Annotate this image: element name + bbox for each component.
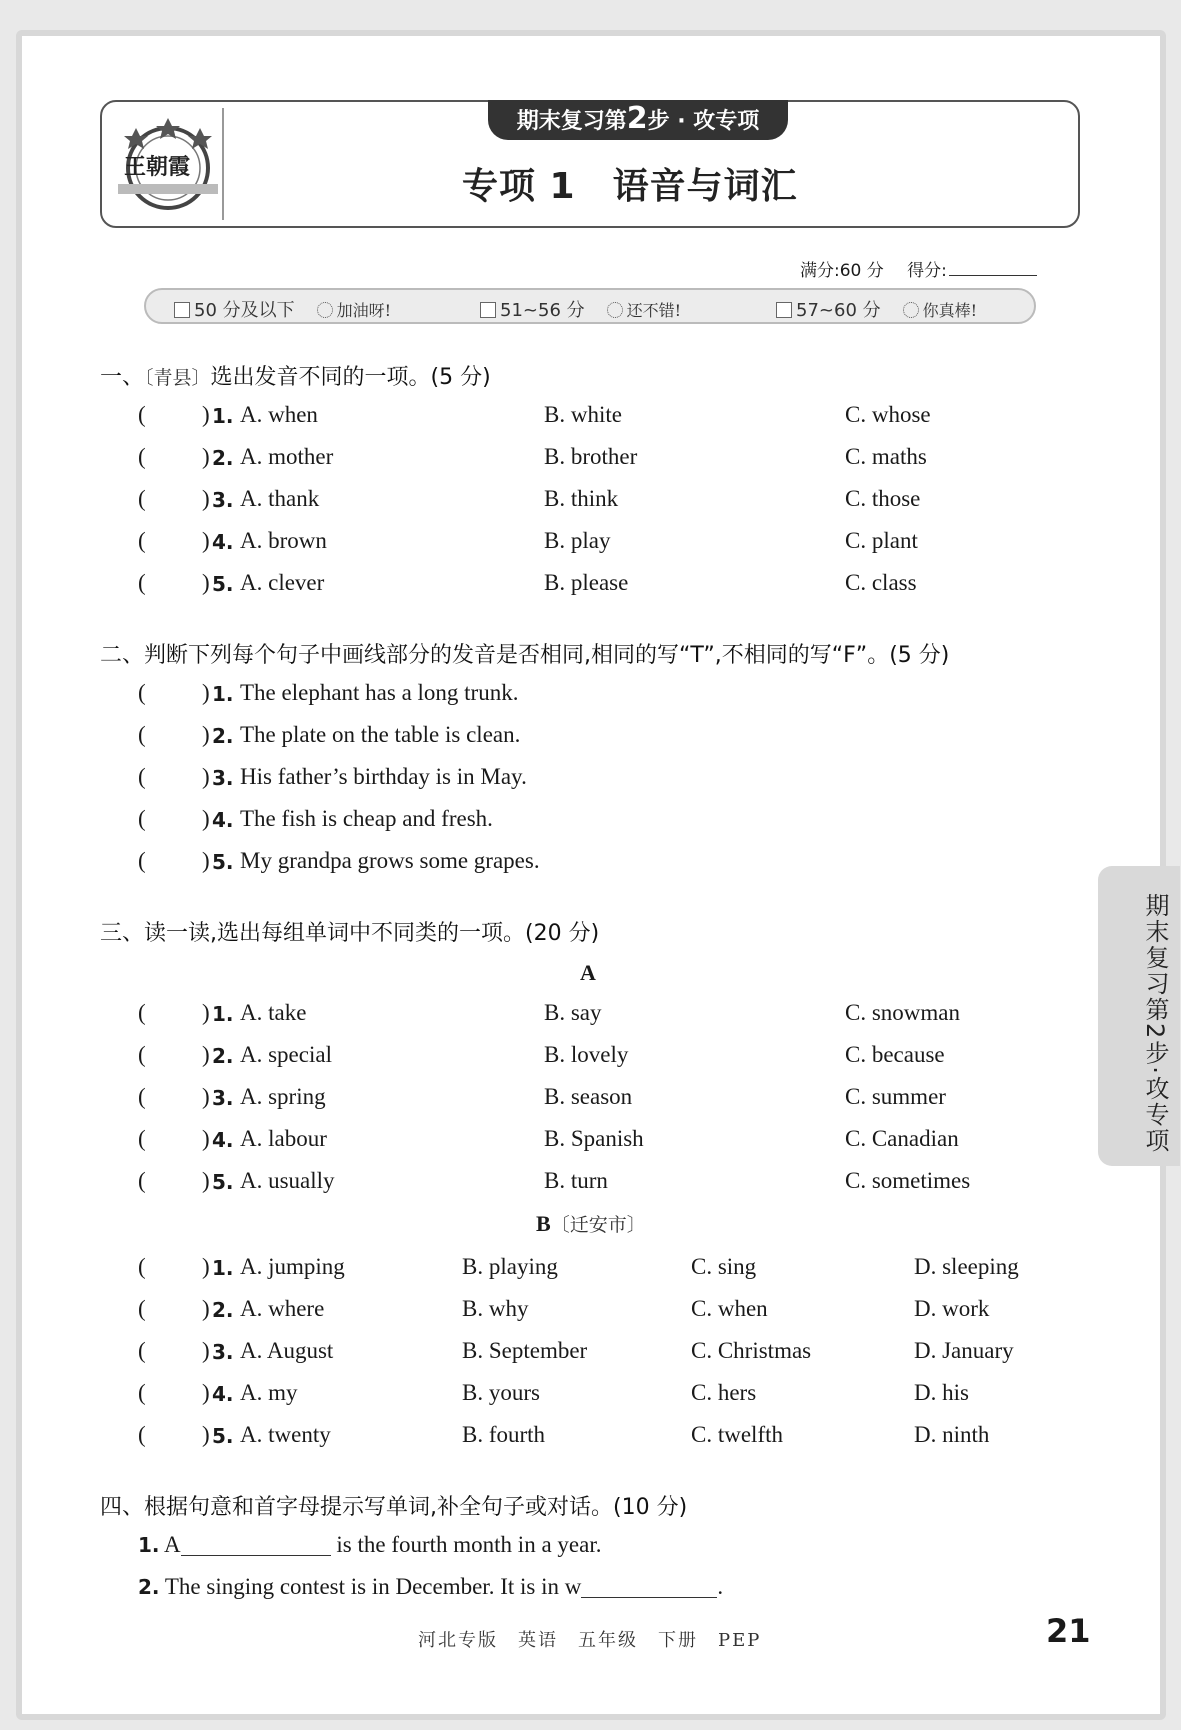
question-number: 2. bbox=[138, 1575, 160, 1599]
grade-checkbox-low[interactable] bbox=[174, 302, 190, 318]
option-a[interactable]: A. mother bbox=[240, 444, 334, 469]
score-got-label: 得分: bbox=[907, 261, 947, 281]
s3a-question-2: ( ) 2. A. special B. lovely C. because bbox=[138, 1042, 945, 1068]
question-text-after: . bbox=[717, 1574, 724, 1599]
footer-info: 河北专版 英语 五年级 下册 PEP bbox=[418, 1630, 762, 1651]
option-c[interactable]: C. sing bbox=[691, 1254, 757, 1279]
option-c[interactable]: C. hers bbox=[691, 1380, 757, 1405]
option-d[interactable]: D. sleeping bbox=[914, 1254, 1019, 1279]
s3b-question-5: ( ) 5. A. twenty B. fourth C. twelfth D. ninth bbox=[138, 1422, 990, 1448]
grade-range-low: 50 分及以下 bbox=[194, 300, 295, 321]
s2-question-3: ( ) 3. His father’s birthday is in May. bbox=[138, 764, 527, 790]
step-suffix: 步 · 攻专项 bbox=[647, 109, 760, 134]
option-b[interactable]: B. September bbox=[462, 1338, 588, 1363]
option-c[interactable]: C. maths bbox=[845, 444, 927, 469]
option-c[interactable]: C. those bbox=[845, 486, 921, 511]
step-prefix: 期末复习第 bbox=[516, 109, 627, 134]
grade-option-high bbox=[776, 296, 977, 322]
page-number: 21 bbox=[1046, 1612, 1091, 1650]
sentence: My grandpa grows some grapes. bbox=[240, 848, 540, 873]
option-b[interactable]: B. why bbox=[462, 1296, 529, 1321]
option-d[interactable]: D. work bbox=[914, 1296, 990, 1321]
option-c[interactable]: C. snowman bbox=[845, 1000, 960, 1025]
score-line bbox=[800, 256, 1037, 281]
s1-question-2: ( ) 2. A. mother B. brother C. maths bbox=[138, 444, 927, 470]
option-c[interactable]: C. summer bbox=[845, 1084, 946, 1109]
option-b[interactable]: B. season bbox=[544, 1084, 633, 1109]
s4-question-2 bbox=[138, 1574, 723, 1600]
option-a[interactable]: A. where bbox=[240, 1296, 325, 1321]
section-2-title: 二、判断下列每个句子中画线部分的发音是否相同,相同的写“T”,不相同的写“F”。(5 分) bbox=[100, 643, 950, 668]
option-a[interactable]: A. clever bbox=[240, 570, 325, 595]
section-1-title bbox=[100, 360, 491, 391]
sentence: The fish is cheap and fresh. bbox=[240, 806, 493, 831]
full-score-label: 满分:60 分 bbox=[800, 261, 884, 281]
grade-checkbox-mid[interactable] bbox=[480, 302, 496, 318]
s2-question-5: ( ) 5. My grandpa grows some grapes. bbox=[138, 848, 540, 874]
option-a[interactable]: A. special bbox=[240, 1042, 332, 1067]
section-4-title: 四、根据句意和首字母提示写单词,补全句子或对话。(10 分) bbox=[100, 1495, 688, 1520]
answer-blank[interactable] bbox=[181, 1534, 331, 1556]
s1-question-5: ( ) 5. A. clever B. please C. class bbox=[138, 570, 917, 596]
grade-option-mid bbox=[480, 296, 681, 322]
s4-question-1 bbox=[138, 1532, 601, 1558]
score-blank[interactable] bbox=[949, 275, 1037, 276]
option-c[interactable]: C. sometimes bbox=[845, 1168, 971, 1193]
option-a[interactable]: A. labour bbox=[240, 1126, 327, 1151]
group-b-label: B bbox=[536, 1211, 551, 1236]
option-a[interactable]: A. jumping bbox=[240, 1254, 345, 1279]
option-a[interactable]: A. thank bbox=[240, 486, 320, 511]
option-c[interactable]: C. when bbox=[691, 1296, 768, 1321]
s3b-question-4: ( ) 4. A. my B. yours C. hers D. his bbox=[138, 1380, 969, 1406]
smiley-icon bbox=[607, 302, 623, 318]
s3b-question-3: ( ) 3. A. August B. September C. Christmas D. January bbox=[138, 1338, 1014, 1364]
s3b-question-1: ( ) 1. A. jumping B. playing C. sing D. sleeping bbox=[138, 1254, 1019, 1280]
option-a[interactable]: A. spring bbox=[240, 1084, 326, 1109]
question-number: 1. bbox=[138, 1533, 160, 1557]
option-c[interactable]: C. Canadian bbox=[845, 1126, 959, 1151]
group-a-label: A bbox=[580, 960, 596, 985]
grade-bar bbox=[144, 288, 1036, 324]
smiley-icon bbox=[317, 302, 333, 318]
option-a[interactable]: A. August bbox=[240, 1338, 334, 1363]
s3b-question-2: ( ) 2. A. where B. why C. when D. work bbox=[138, 1296, 990, 1322]
option-c[interactable]: C. plant bbox=[845, 528, 918, 553]
s3a-question-3: ( ) 3. A. spring B. season C. summer bbox=[138, 1084, 946, 1110]
topic-title: 专项 1 语音与词汇 bbox=[462, 166, 798, 207]
grade-range-mid: 51~56 分 bbox=[500, 300, 585, 321]
option-d[interactable]: D. ninth bbox=[914, 1422, 990, 1447]
option-b[interactable]: B. please bbox=[544, 570, 629, 595]
grade-checkbox-high[interactable] bbox=[776, 302, 792, 318]
s1-question-1: ( ) 1. A. when B. white C. whose bbox=[138, 402, 931, 428]
question-text-after: is the fourth month in a year. bbox=[336, 1532, 602, 1557]
option-a[interactable]: A. brown bbox=[240, 528, 327, 553]
option-b[interactable]: B. lovely bbox=[544, 1042, 629, 1067]
step-banner bbox=[488, 100, 788, 140]
question-text-before: A bbox=[164, 1532, 181, 1557]
option-a[interactable]: A. my bbox=[240, 1380, 298, 1405]
option-a[interactable]: A. twenty bbox=[240, 1422, 331, 1447]
option-b[interactable]: B. say bbox=[544, 1000, 602, 1025]
publisher-logo bbox=[112, 108, 224, 220]
option-a[interactable]: A. usually bbox=[240, 1168, 335, 1193]
option-b[interactable]: B. brother bbox=[544, 444, 638, 469]
option-b[interactable]: B. fourth bbox=[462, 1422, 546, 1447]
option-b[interactable]: B. yours bbox=[462, 1380, 540, 1405]
sentence: His father’s birthday is in May. bbox=[240, 764, 527, 789]
option-c[interactable]: C. twelfth bbox=[691, 1422, 783, 1447]
grade-option-low bbox=[174, 296, 391, 322]
option-c[interactable]: C. because bbox=[845, 1042, 945, 1067]
smiley-icon bbox=[903, 302, 919, 318]
s1-question-4: ( ) 4. A. brown B. play C. plant bbox=[138, 528, 918, 554]
section-1-prefix: 一、 bbox=[100, 365, 145, 390]
sentence: The elephant has a long trunk. bbox=[240, 680, 519, 705]
sentence: The plate on the table is clean. bbox=[240, 722, 521, 747]
group-b-region: 〔迁安市〕 bbox=[550, 1214, 646, 1236]
option-d[interactable]: D. January bbox=[914, 1338, 1014, 1363]
s2-question-2: ( ) 2. The plate on the table is clean. bbox=[138, 722, 521, 748]
step-number: 2 bbox=[626, 101, 648, 136]
group-b-heading bbox=[536, 1210, 646, 1237]
section-1-text: 选出发音不同的一项。(5 分) bbox=[210, 365, 491, 390]
option-b[interactable]: B. white bbox=[544, 402, 622, 427]
option-a[interactable]: A. when bbox=[240, 402, 318, 427]
grade-range-high: 57~60 分 bbox=[796, 300, 881, 321]
option-b[interactable]: B. play bbox=[544, 528, 611, 553]
s1-question-3: ( ) 3. A. thank B. think C. those bbox=[138, 486, 921, 512]
option-b[interactable]: B. think bbox=[544, 486, 619, 511]
grade-message-mid: 还不错! bbox=[626, 301, 682, 320]
option-c[interactable]: C. whose bbox=[845, 402, 931, 427]
section-1-region: 〔青县〕 bbox=[144, 367, 211, 389]
grade-message-high: 你真棒! bbox=[922, 301, 978, 320]
logo-text: 王朝霞 bbox=[124, 154, 191, 180]
s3a-question-5: ( ) 5. A. usually B. turn C. sometimes bbox=[138, 1168, 971, 1194]
option-d[interactable]: D. his bbox=[914, 1380, 969, 1405]
answer-blank[interactable] bbox=[581, 1576, 717, 1598]
section-3-title: 三、读一读,选出每组单词中不同类的一项。(20 分) bbox=[100, 921, 600, 946]
option-b[interactable]: B. turn bbox=[544, 1168, 608, 1193]
header-box bbox=[100, 100, 1080, 228]
option-a[interactable]: A. take bbox=[240, 1000, 307, 1025]
s2-question-1: ( ) 1. The elephant has a long trunk. bbox=[138, 680, 519, 706]
option-c[interactable]: C. Christmas bbox=[691, 1338, 812, 1363]
question-text-before: The singing contest is in December. It is in w bbox=[164, 1574, 582, 1599]
option-b[interactable]: B. Spanish bbox=[544, 1126, 644, 1151]
side-tab: 期末复习第2步·攻专项 bbox=[1098, 866, 1180, 1166]
option-b[interactable]: B. playing bbox=[462, 1254, 558, 1279]
grade-message-low: 加油呀! bbox=[336, 301, 392, 320]
s3a-question-4: ( ) 4. A. labour B. Spanish C. Canadian bbox=[138, 1126, 959, 1152]
s3a-question-1: ( ) 1. A. take B. say C. snowman bbox=[138, 1000, 960, 1026]
option-c[interactable]: C. class bbox=[845, 570, 917, 595]
s2-question-4: ( ) 4. The fish is cheap and fresh. bbox=[138, 806, 493, 832]
